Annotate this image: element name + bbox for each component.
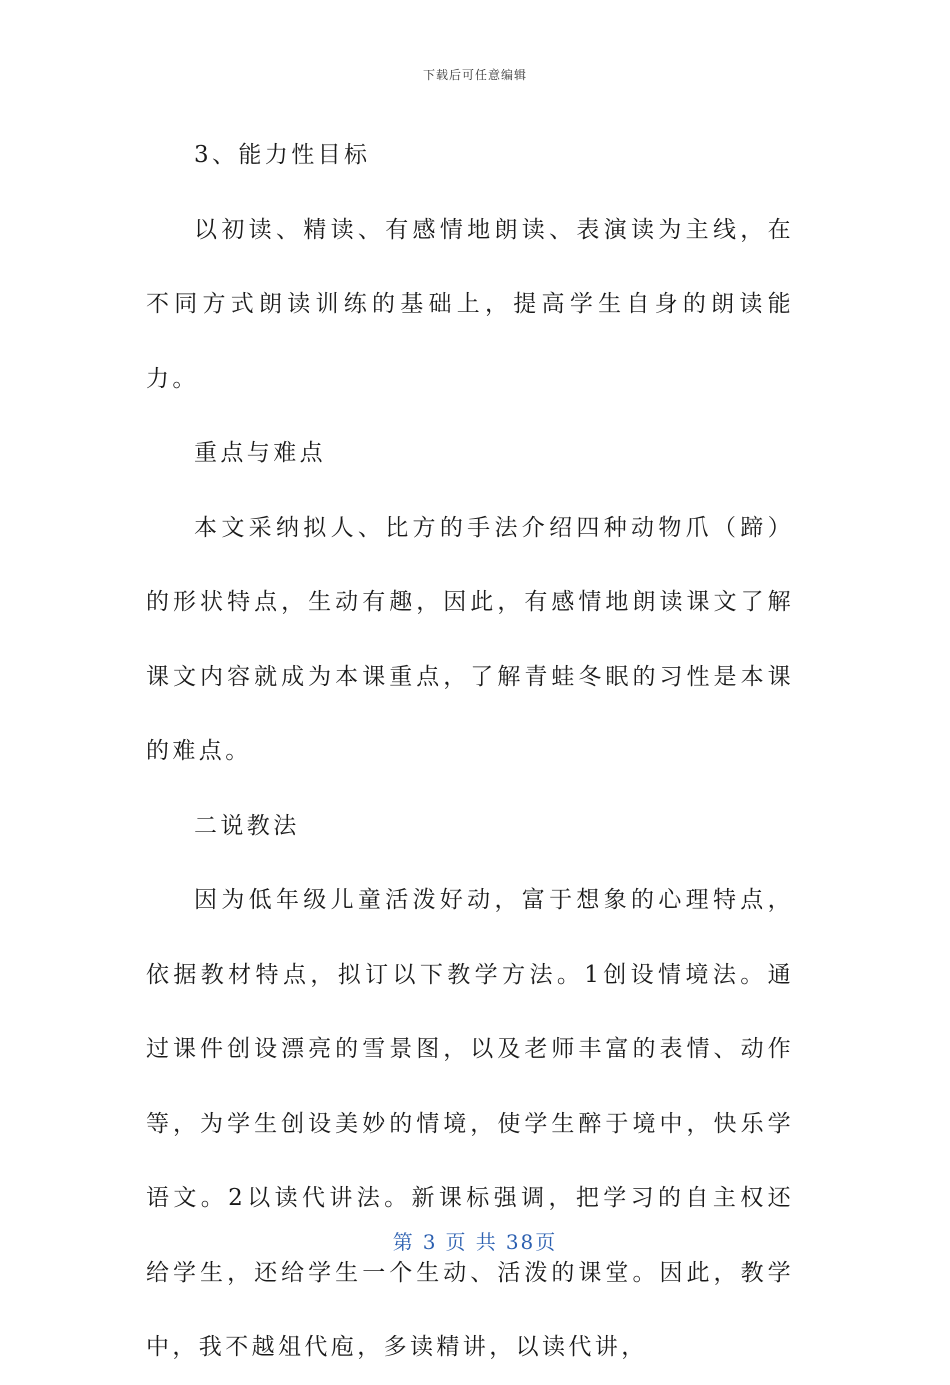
document-body <box>146 118 794 1385</box>
section-heading-teaching-method: 二说教法 <box>194 812 300 839</box>
page-footer-prefix: 第 <box>392 1230 415 1254</box>
body-paragraph: 以初读、精读、有感情地朗读、表演读为主线，在不同方式朗读训练的基础上，提高学生自身的朗读能力。 <box>146 216 794 392</box>
header-note: 下载后可任意编辑 <box>422 68 527 82</box>
page-footer-middle: 页 共 <box>445 1230 498 1254</box>
body-paragraph: 本文采纳拟人、比方的手法介绍四种动物爪（蹄）的形状特点，生动有趣，因此，有感情地朗读课文了解课文内容就成为本课重点，了解青蛙冬眠的习性是本课的难点。 <box>146 514 794 764</box>
total-pages: 38页 <box>505 1230 558 1254</box>
page-footer <box>0 1226 950 1255</box>
body-paragraph: 因为低年级儿童活泼好动，富于想象的心理特点，依据教材特点，拟订以下教学方法。1创设情境法。通过课件创设漂亮的雪景图，以及老师丰富的表情、动作等，为学生创设美妙的情境，使学生醉于境中，快乐学语文。2以读代讲法。新课标强调，把学习的自主权还给学生，还给学生一个生动、活泼的课堂。因此，教学中，我不越俎代庖，多读精讲，以读代讲， <box>146 887 794 1360</box>
section-heading-key-points: 重点与难点 <box>194 440 326 466</box>
section-heading-ability-goal: 3、能力性目标 <box>194 142 371 168</box>
current-page-number: 3 <box>422 1230 438 1254</box>
